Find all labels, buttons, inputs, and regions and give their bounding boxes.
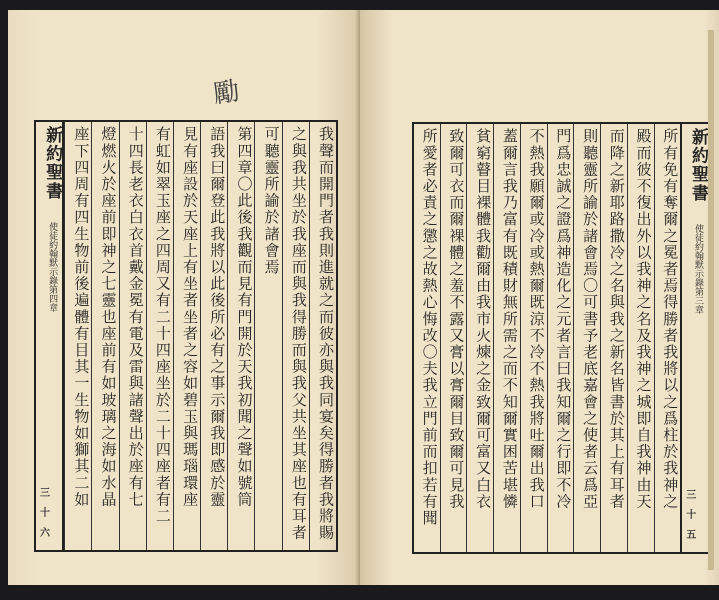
- book-title: 新約聖書: [688, 128, 708, 203]
- book-spread: [8, 10, 719, 585]
- text-column: 而降之新耶路撒冷之名與我之新名皆書於其上有耳者: [600, 124, 627, 552]
- text-column: 座下四周有四生物前後遍體有目其一生物如獅其二如: [64, 122, 91, 550]
- text-column: 之與我共坐於我座而與我得勝而與我父共坐其座也有耳者: [282, 122, 309, 550]
- left-text-frame: [34, 120, 338, 552]
- right-page: [360, 10, 719, 585]
- text-column: 貧窮瞽目裸體我勸爾由我市火煉之金致爾可富又白衣: [466, 124, 493, 552]
- page-edges: [708, 30, 714, 570]
- text-column: 殿而彼不復出外以我神之名及我神之城即自我神由天: [627, 124, 654, 552]
- text-column: 可聽靈所諭於諸會焉: [254, 122, 281, 550]
- chapter-subtitle: 使徒約翰默示錄第三章: [693, 224, 703, 315]
- handwritten-annotation: 勵: [211, 76, 242, 110]
- text-column: 所有免有奪爾之冕者焉得勝者我將以之爲柱於我神之: [654, 124, 681, 552]
- text-column: 所愛者必責之懲之故熱心悔改〇夫我立門前而扣若有聞: [420, 128, 439, 527]
- right-columns: [414, 124, 710, 552]
- book-title: 新約聖書: [42, 126, 63, 201]
- text-column: 第四章〇此後我觀而見有門開於天我初聞之聲如號筒: [227, 122, 254, 550]
- right-banner-column: [680, 124, 710, 552]
- page-number: 三十六: [39, 488, 52, 539]
- text-column: 門爲忠誠之證爲神造化之元者言曰我知爾之行即不冷: [547, 124, 574, 552]
- text-column: 十四長老衣白衣首戴金冕有電及雷與諸聲出於座有七: [119, 122, 146, 550]
- text-column: 致爾可衣而爾裸體之羞不露又膏以膏爾目致爾可見我: [440, 124, 467, 552]
- text-column: 則聽靈所諭於諸會焉〇可書予老底嘉會之使者云爲亞: [573, 124, 600, 552]
- text-column: 見有座設於天座上有坐者坐者之容如碧玉與瑪瑙環座: [173, 122, 200, 550]
- text-column: 有虹如翠玉座之四周又有二十四座坐於二十四座者有二: [146, 122, 173, 550]
- text-column: 我聲而開門者我則進就之而彼亦與我同宴矣得勝者我將賜: [309, 122, 336, 550]
- left-columns: [36, 122, 336, 550]
- text-column: 不熱我願爾或冷或熱爾既涼不冷不熱我將吐爾出我口: [520, 124, 547, 552]
- left-banner-column: [36, 122, 64, 550]
- right-text-frame: [412, 122, 712, 554]
- text-column: 燈燃火於座前即神之七靈也座前有如玻璃之海如水晶: [91, 122, 118, 550]
- text-column: 語我曰爾登此我將以此後所必有之事示爾我即感於靈: [200, 122, 227, 550]
- text-column: 蓋爾言我乃富有既積財無所需之而不知爾實困苦堪憐: [493, 124, 520, 552]
- page-number: 三十五: [686, 490, 698, 541]
- left-page: [8, 10, 360, 585]
- chapter-subtitle: 使徒約翰默示錄第四章: [47, 222, 58, 313]
